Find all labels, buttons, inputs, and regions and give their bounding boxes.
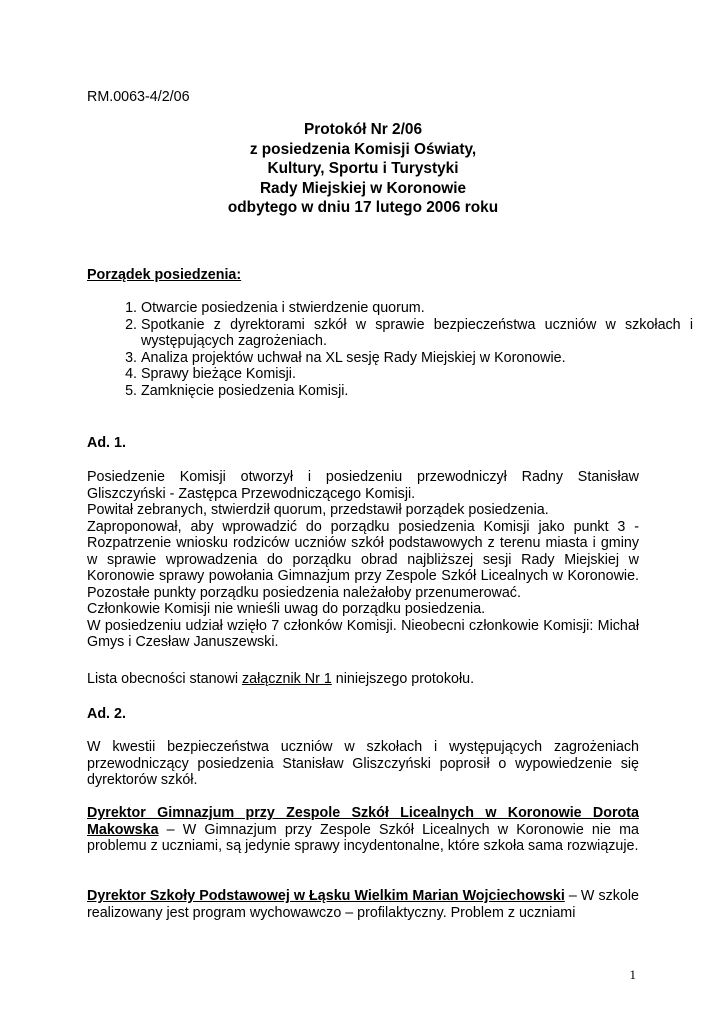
ad1-body [87,469,639,651]
agenda-heading: Porządek posiedzenia: [87,267,242,283]
agenda-item: 3. Analiza projektów uchwał na XL sesję Rady Miejskiej w Koronowie. [141,350,693,367]
title-line: Rady Miejskiej w Koronowie [259,179,467,197]
speaker-text: – W szkole realizowany jest program wychowawczo – profilaktyczny. Problem z uczniami [87,888,639,921]
page-number: 1 [629,967,636,982]
title-line: z posiedzenia Komisji Oświaty, [249,140,477,158]
speaker-name: Dyrektor Szkoły Podstawowej w Łąsku Wielkim Marian Wojciechowski [87,888,565,904]
document-title [87,120,639,218]
ad2-heading: Ad. 2. [87,706,126,722]
agenda-item: 5. Zamknięcie posiedzenia Komisji. [141,383,693,400]
text: niniejszego protokołu. [331,671,475,687]
title-line: odbytego w dniu 17 lutego 2006 roku [227,199,499,216]
agenda-item: 4. Sprawy bieżące Komisji. [141,366,693,383]
ad2-intro: W kwestii bezpieczeństwa uczniów w szkołach i występujących zagrożeniach przewodniczący posiedzenia Stanisław Gliszczyński poprosił o wypowiedzenie się dyrektorów szkół. [87,739,639,788]
paragraph: Członkowie Komisji nie wnieśli uwag do porządku posiedzenia. [87,601,486,617]
ad1-heading: Ad. 1. [87,435,126,451]
reference-number: RM.0063-4/2/06 [87,89,190,105]
speaker-text: – W Gimnazjum przy Zespole Szkół Licealnych w Koronowie nie ma problemu z uczniami, są jedynie sprawy incydentonalne, które szkoła sama rozwiązuje. [87,821,639,854]
attachment-link[interactable]: załącznik Nr 1 [241,671,332,687]
agenda-list [87,300,693,399]
paragraph: W posiedzeniu udział wzięło 7 członków Komisji. Nieobecni członkowie Komisji: Michał Gmys i Czesław Januszewski. [87,617,639,650]
title-line: Protokół Nr 2/06 [303,121,423,138]
paragraph: Powitał zebranych, stwierdził quorum, przedstawił porządek posiedzenia. [87,502,549,518]
speaker-name: Dyrektor Gimnazjum przy Zespole Szkół Licealnych w Koronowie Dorota Makowska [87,805,639,838]
speaker1-paragraph [87,805,639,855]
agenda-item: 1. Otwarcie posiedzenia i stwierdzenie quorum. [141,300,693,317]
paragraph: Zaproponował, aby wprowadzić do porządku posiedzenia Komisji jako punkt 3 - Rozpatrzenie wniosku rodziców uczniów szkół podstawowych z terenu miasta i gminy w sprawie wprowadzenia do porządku obrad najbliższej sesji Rady Miejskiej w Koronowie sprawy powołania Gimnazjum przy Zespole Szkół Licealnych w Koronowie. Pozostałe punkty porządku posiedzenia należałoby przenumerować. [87,518,639,601]
agenda-item: 2. Spotkanie z dyrektorami szkół w sprawie bezpieczeństwa uczniów w szkołach i występujących zagrożeniach. [141,317,693,350]
attendance-paragraph [87,671,639,688]
speaker2-paragraph [87,888,639,921]
title-line: Kultury, Sportu i Turystyki [267,160,459,177]
paragraph: Posiedzenie Komisji otworzył i posiedzeniu przewodniczył Radny Stanisław Gliszczyński - Zastępca Przewodniczącego Komisji. [87,469,639,502]
text: Lista obecności stanowi [87,671,242,687]
